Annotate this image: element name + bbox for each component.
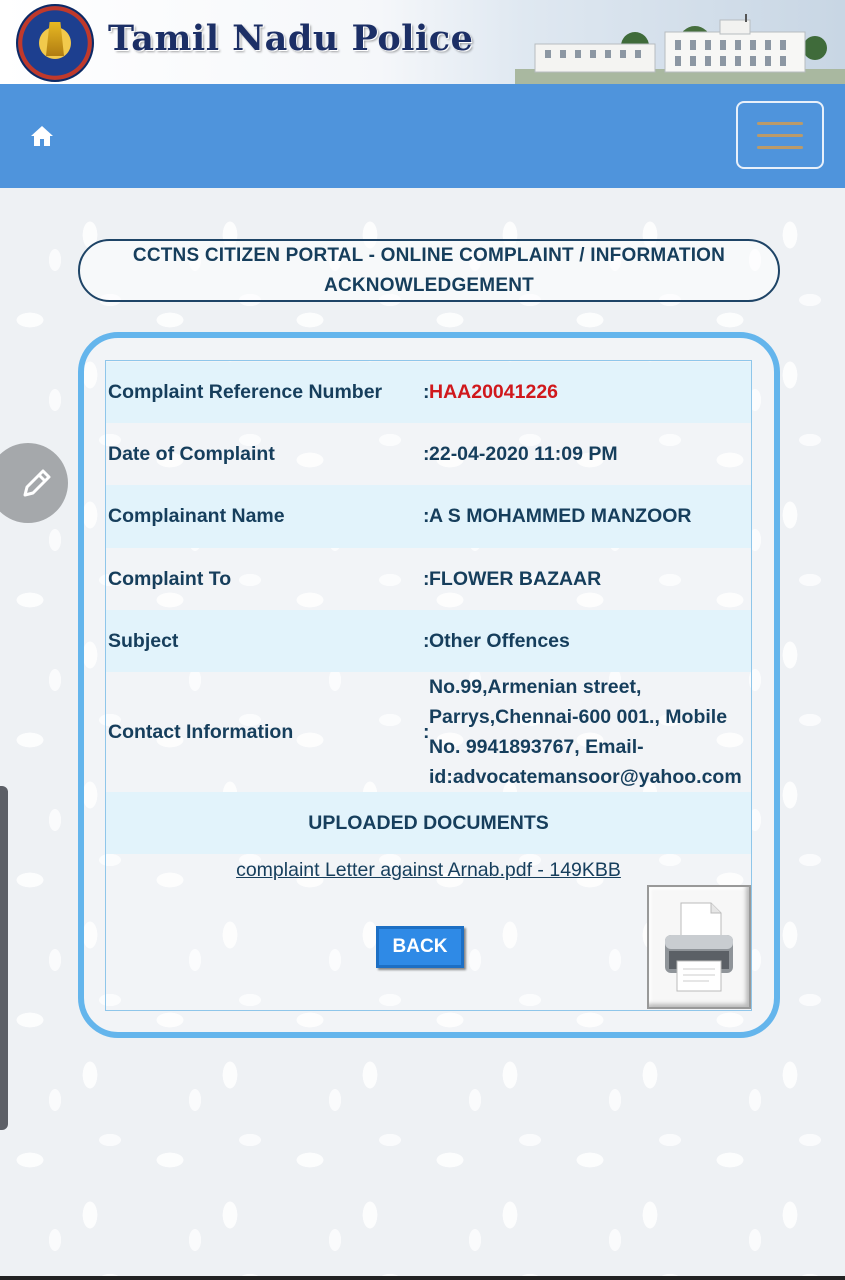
complaint-to-value: FLOWER BAZAAR bbox=[429, 567, 602, 590]
navigation-bar bbox=[0, 84, 845, 188]
hamburger-menu-button[interactable] bbox=[736, 101, 824, 169]
pencil-icon bbox=[17, 463, 57, 503]
temple-tower-icon bbox=[46, 22, 64, 56]
reference-number-value: HAA20041226 bbox=[429, 381, 559, 403]
row-contact-information: Contact Information : No.99,Armenian street, Parrys,Chennai-600 001., Mobile No. 9941893767, Email-id:advocatemansoor@yahoo.com bbox=[106, 672, 751, 792]
headquarters-building-image bbox=[515, 14, 845, 84]
screen-bottom-edge bbox=[0, 1276, 845, 1280]
side-scroll-handle[interactable] bbox=[0, 786, 8, 1130]
home-button[interactable] bbox=[26, 120, 58, 152]
uploaded-documents-heading: UPLOADED DOCUMENTS bbox=[106, 792, 751, 854]
row-label: Complaint To bbox=[108, 567, 232, 590]
row-label: Contact Information bbox=[108, 720, 294, 743]
uploaded-document-link[interactable]: complaint Letter against Arnab.pdf - 149KBB bbox=[236, 858, 621, 881]
complainant-name-value: A S MOHAMMED MANZOOR bbox=[429, 505, 692, 527]
row-complainant-name: Complainant Name : A S MOHAMMED MANZOOR bbox=[106, 485, 751, 548]
print-button[interactable] bbox=[647, 885, 751, 1009]
row-date-of-complaint: Date of Complaint : 22-04-2020 11:09 PM bbox=[106, 423, 751, 485]
row-subject: Subject : Other Offences bbox=[106, 610, 751, 672]
date-value: 22-04-2020 11:09 PM bbox=[429, 442, 618, 465]
row-complaint-to: Complaint To : FLOWER BAZAAR bbox=[106, 548, 751, 610]
edit-button[interactable] bbox=[0, 443, 68, 523]
contact-information-value: No.99,Armenian street, Parrys,Chennai-600 001., Mobile No. 9941893767, Email-id:advocatemansoor@yahoo.com bbox=[429, 676, 742, 788]
site-title: Tamil Nadu Police bbox=[108, 18, 474, 59]
page-title: CCTNS CITIZEN PORTAL - ONLINE COMPLAINT / INFORMATION ACKNOWLEDGEMENT bbox=[78, 239, 780, 302]
hamburger-menu-icon bbox=[757, 122, 803, 125]
row-label: Subject bbox=[108, 629, 179, 652]
row-label: Complainant Name bbox=[108, 505, 285, 527]
row-label: Complaint Reference Number bbox=[108, 381, 383, 403]
police-emblem-logo bbox=[16, 4, 94, 82]
row-label: Date of Complaint bbox=[108, 442, 275, 465]
back-button[interactable]: BACK bbox=[376, 926, 464, 968]
printer-icon bbox=[655, 895, 743, 999]
row-reference-number: Complaint Reference Number : HAA20041226 bbox=[106, 362, 751, 423]
header-banner bbox=[0, 0, 845, 84]
home-icon bbox=[30, 125, 54, 147]
subject-value: Other Offences bbox=[429, 629, 570, 652]
